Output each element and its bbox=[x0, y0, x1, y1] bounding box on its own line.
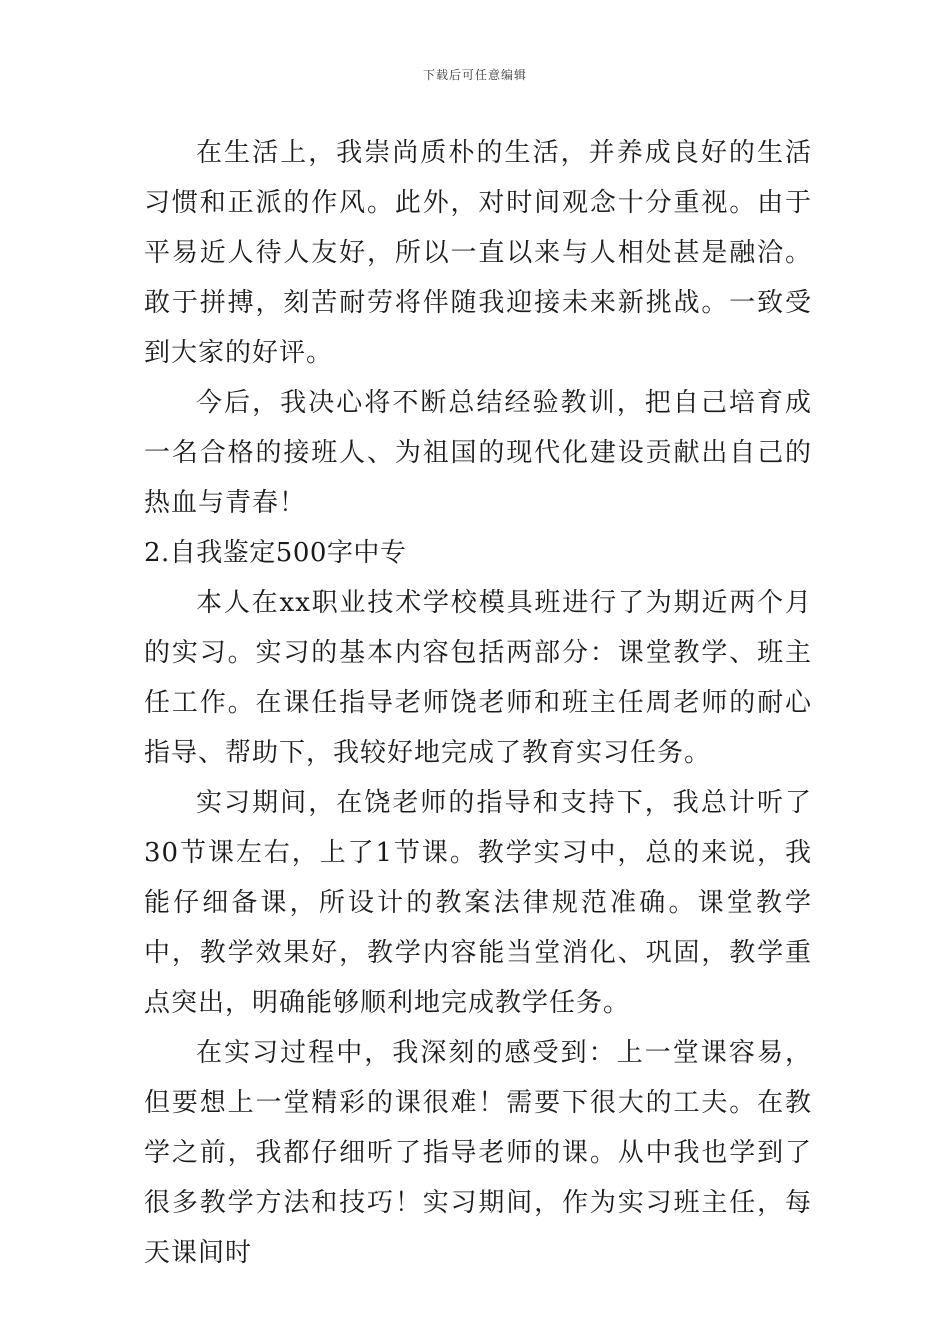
paragraph-reflection: 在实习过程中，我深刻的感受到：上一堂课容易，但要想上一堂精彩的课很难！需要下很大的工夫。在教学之前，我都仔细听了指导老师的课。从中我也学到了很多教学方法和技巧！实习期间，作为实习班主任，每天课间时 bbox=[144, 1038, 812, 1268]
paragraph-future: 今后，我决心将不断总结经验教训，把自己培育成一名合格的接班人、为祖国的现代化建设贡献出自己的热血与青春！ bbox=[144, 388, 812, 518]
paragraph-teaching-practice: 实习期间，在饶老师的指导和支持下，我总计听了30节课左右，上了1节课。教学实习中，总的来说，我能仔细备课，所设计的教案法律规范准确。课堂教学中，教学效果好，教学内容能当堂消化、巩固，教学重点突出，明确能够顺利地完成教学任务。 bbox=[144, 788, 812, 1018]
page-header-note: 下载后可任意编辑 bbox=[422, 68, 527, 82]
section-heading: 2.自我鉴定500字中专 bbox=[144, 538, 407, 568]
paragraph-internship-intro: 本人在xx职业技术学校模具班进行了为期近两个月的实习。实习的基本内容包括两部分：课堂教学、班主任工作。在课任指导老师饶老师和班主任周老师的耐心指导、帮助下，我较好地完成了教育实习任务。 bbox=[144, 588, 812, 768]
paragraph-life: 在生活上，我崇尚质朴的生活，并养成良好的生活习惯和正派的作风。此外，对时间观念十分重视。由于平易近人待人友好，所以一直以来与人相处甚是融洽。敢于拼搏，刻苦耐劳将伴随我迎接未来新挑战。一致受到大家的好评。 bbox=[144, 138, 812, 368]
document-body bbox=[144, 128, 812, 1278]
